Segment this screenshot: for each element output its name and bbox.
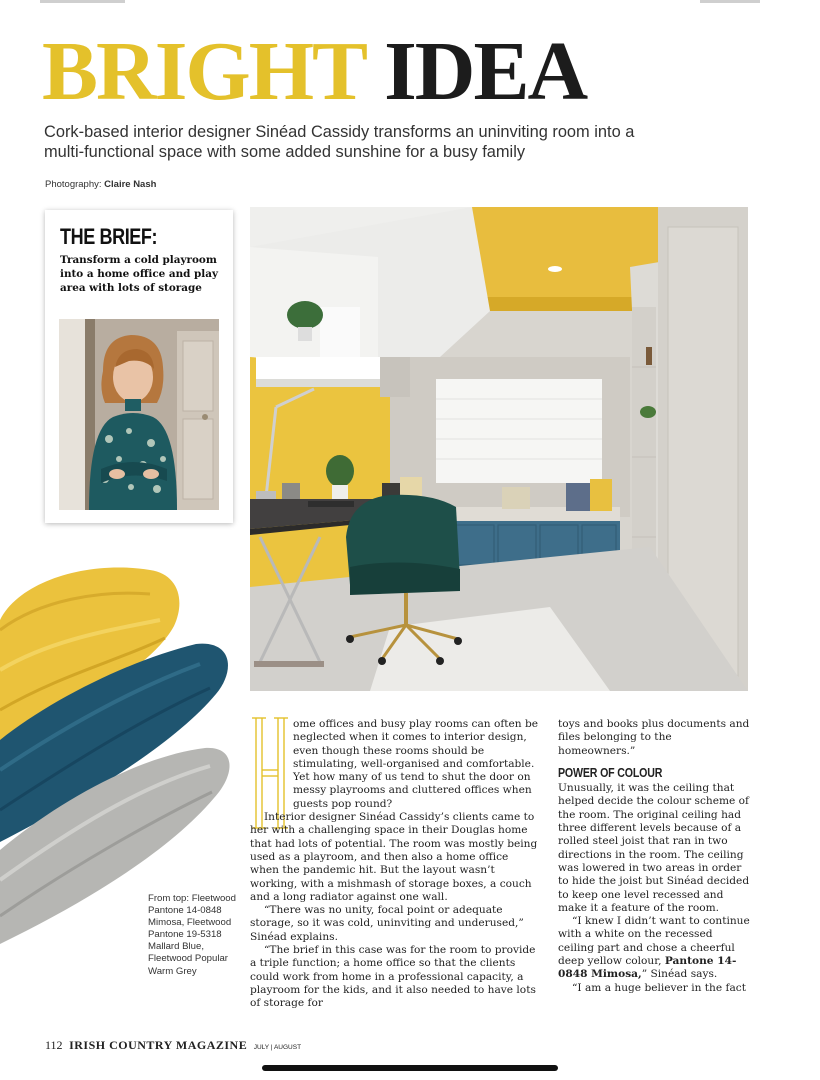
headline-bright: BRIGHT: [42, 25, 367, 118]
designer-portrait: [59, 319, 219, 510]
credit-name: Claire Nash: [104, 179, 157, 190]
top-tab-right: [700, 0, 760, 3]
paragraph-5: toys and books plus documents and files belonging to the homeowners.”: [558, 718, 750, 757]
page-number: 112: [45, 1038, 63, 1052]
body-column-1: [250, 718, 540, 1011]
paragraph-1: ome offices and busy play rooms can often be neglected when it comes to interior design, even though these rooms should be stimulating, well-organised and comfortable. Yet how many of us tend to shut the door on messy playrooms and cluttered offices when guests pop round?: [293, 718, 539, 810]
svg-text:H: H: [250, 714, 251, 715]
paragraph-7: [558, 915, 750, 981]
subhead-power-of-colour: POWER OF COLOUR: [558, 765, 663, 780]
credit-label: Photography:: [45, 179, 102, 190]
headline-idea: IDEA: [384, 25, 587, 118]
p7-text: “I knew I didn’t want to continue with a white on the recessed ceiling part and chose a cheerful deep yellow colour,: [558, 915, 750, 968]
pantone-name: Pantone 14-0848 Mimosa,: [558, 955, 737, 981]
paragraph-4: “The brief in this case was for the room to provide a triple function; a home office so that the clients could work from home in a professional capacity, a playroom for the kids, and it also needed to have lots of storage for: [250, 944, 536, 1010]
body-column-2: [558, 718, 750, 995]
top-tab-left: [40, 0, 125, 3]
paragraph-8: “I am a huge believer in the fact: [572, 981, 746, 994]
issue-date: JULY | AUGUST: [253, 1044, 302, 1051]
folio: [45, 1038, 301, 1053]
page-top-rule: [0, 0, 820, 6]
headline: [42, 25, 587, 118]
room-photo: [250, 207, 748, 691]
photo-credit: [45, 179, 156, 190]
paragraph-6: Unusually, it was the ceiling that helped decide the colour scheme of the room. The original ceiling had three different levels because of a rolled steel joist that ran in two directions in the room. The ceiling was lowered in two areas in order to hide the joist but Sinéad decided to keep one level recessed and make it a feature of the room.: [558, 782, 750, 914]
brief-title: THE BRIEF:: [60, 224, 158, 249]
brief-text: Transform a cold playroom into a home office and play area with lots of storage: [60, 254, 219, 295]
paragraph-3: “There was no unity, focal point or adequate storage, so it was cold, uninviting and underused,” Sinéad explains.: [250, 904, 524, 943]
swatch-caption: From top: Fleetwood Pantone 14-0848 Mimosa, Fleetwood Pantone 19-5318 Mallard Blue, Fleetwood Popular Warm Grey: [148, 893, 236, 977]
p7-end: ” Sinéad says.: [641, 968, 718, 981]
brief-box: [45, 210, 233, 523]
magazine-name: IRISH COUNTRY MAGAZINE: [69, 1038, 248, 1052]
paragraph-2: Interior designer Sinéad Cassidy’s clients came to her with a challenging space in their Douglas home that had lots of potential. The room was mostly being used as a playroom, and then also a home office when the pandemic hit. But the layout wasn’t working, with a mishmash of storage boxes, a couch and a long radiator against one wall.: [250, 811, 538, 903]
home-indicator-bar[interactable]: [262, 1065, 558, 1071]
standfirst: Cork-based interior designer Sinéad Cassidy transforms an uninviting room into a multi-functional space with some added sunshine for a busy family: [44, 123, 635, 161]
